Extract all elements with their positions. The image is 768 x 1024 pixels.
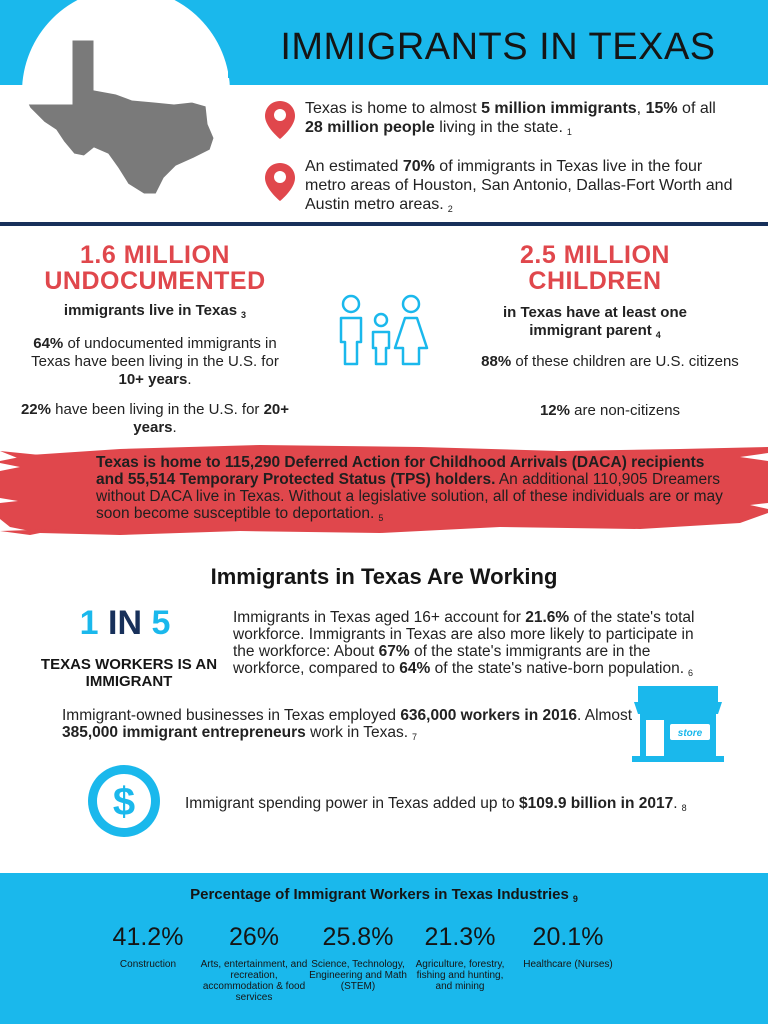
text-segment: , xyxy=(636,100,646,117)
text-segment: 88% xyxy=(481,353,512,370)
industry-value: 20.1% xyxy=(532,923,604,951)
text-segment: have been living in the U.S. for xyxy=(50,401,264,418)
industry-label: Healthcare (Nurses) xyxy=(523,959,613,970)
one-in-five-stat xyxy=(40,604,210,643)
workforce-paragraph xyxy=(233,609,703,682)
footnote-5: 5 xyxy=(378,513,384,523)
industry-label: Agriculture, forestry, fishing and hunting, and mining xyxy=(415,959,505,992)
industry-value: 25.8% xyxy=(322,923,394,951)
footnote-4: 4 xyxy=(655,330,661,340)
text-segment: 22% xyxy=(20,401,51,418)
industry-label: Science, Technology, Engineering and Math (STEM) xyxy=(309,959,407,992)
text-segment: 20+ years xyxy=(133,401,290,436)
text-segment: of undocumented immigrants in Texas have been living in the U.S. for xyxy=(31,335,279,370)
dollar-icon xyxy=(86,763,162,839)
undocumented-headline: 1.6 MILLION UNDOCUMENTED xyxy=(44,241,266,295)
text-segment: 10+ years xyxy=(118,371,188,388)
industry-value: 21.3% xyxy=(424,923,496,951)
footnote-3: 3 xyxy=(241,310,247,320)
industry-label: Arts, entertainment, and recreation, accommodation & food services xyxy=(200,959,308,1003)
business-paragraph xyxy=(62,707,642,746)
text-segment: Immigrants in Texas aged 16+ account for xyxy=(233,609,526,626)
undocumented-stat-20-years xyxy=(20,401,290,437)
children-subline-text: in Texas have at least one immigrant parent xyxy=(503,304,687,339)
daca-statement xyxy=(96,454,736,527)
text-segment: 5 million immigrants xyxy=(481,100,637,117)
footnote-9: 9 xyxy=(572,894,578,904)
industry-value: 41.2% xyxy=(112,923,184,951)
text-segment: An additional 110,905 Dreamers without DACA live in Texas. Without a legislative solution, all of these individuals are or may soon become susceptible to deportation. xyxy=(96,471,723,522)
industry-stat-arts xyxy=(196,920,312,1003)
location-pin-icon xyxy=(264,162,296,202)
text-segment: Texas is home to 115,290 Deferred Action for Childhood Arrivals (DACA) recipients and 55,514 Temporary Protected Status (TPS) holders. xyxy=(96,454,705,488)
undocumented-stat-years xyxy=(20,335,290,389)
text-segment: of the state's immigrants are in the workforce, compared to xyxy=(233,643,651,677)
text-segment: Immigrant spending power in Texas added up to xyxy=(185,795,520,812)
one-in-five-in: IN xyxy=(108,604,142,642)
undocumented-subline-text: immigrants live in Texas xyxy=(63,302,238,319)
family-icon xyxy=(335,292,435,368)
text-segment: living in the state. xyxy=(434,119,563,136)
text-segment: 64% xyxy=(33,335,64,352)
children-citizens-stat xyxy=(480,353,740,371)
text-segment: of the state's total workforce. Immigrants in Texas are also more likely to participate in the workforce: About xyxy=(233,609,695,660)
text-segment: 15% xyxy=(645,100,678,117)
fact-metro-areas xyxy=(305,157,745,219)
text-segment: . xyxy=(673,795,678,812)
store-icon xyxy=(628,686,728,762)
text-segment: 64% xyxy=(399,660,431,677)
text-segment: Immigrant-owned businesses in Texas employed xyxy=(62,707,401,724)
industry-stat-healthcare xyxy=(510,920,626,970)
text-segment: of the state's native-born population. xyxy=(430,660,685,677)
children-headline: 2.5 MILLION CHILDREN xyxy=(520,241,670,295)
text-segment: are non-citizens xyxy=(569,402,681,419)
industry-stat-agriculture xyxy=(410,920,510,992)
footnote-7: 7 xyxy=(412,732,418,742)
children-subline xyxy=(490,304,700,344)
text-segment: $109.9 billion in 2017 xyxy=(519,795,674,812)
industry-stat-stem xyxy=(308,920,408,992)
footnote-2: 2 xyxy=(447,204,453,214)
text-segment: of these children are U.S. citizens xyxy=(511,353,739,370)
spending-paragraph xyxy=(185,794,745,818)
text-segment: work in Texas. xyxy=(305,724,409,741)
text-segment: . xyxy=(187,371,192,388)
text-segment: 385,000 immigrant entrepreneurs xyxy=(62,724,306,741)
location-pin-icon xyxy=(264,100,296,140)
texas-map-icon xyxy=(24,38,224,198)
section-divider xyxy=(0,222,768,226)
text-segment: . xyxy=(172,419,177,436)
text-segment: of all xyxy=(677,100,716,117)
footnote-1: 1 xyxy=(566,127,572,137)
text-segment: 28 million people xyxy=(305,119,435,136)
footnote-8: 8 xyxy=(681,803,687,813)
fact-population xyxy=(305,99,735,142)
text-segment: of immigrants in Texas live in the four metro areas of Houston, San Antonio, Dallas-Fort Worth and Austin metro areas. xyxy=(305,158,733,213)
text-segment: 12% xyxy=(539,402,570,419)
footnote-6: 6 xyxy=(688,668,694,678)
text-segment: 70% xyxy=(402,158,435,175)
text-segment: An estimated xyxy=(305,158,403,175)
one-in-five-caption: TEXAS WORKERS IS AN IMMIGRANT xyxy=(40,656,218,690)
industries-title-text: Percentage of Immigrant Workers in Texas Industries xyxy=(190,886,569,903)
industry-stat-construction xyxy=(98,920,198,970)
children-noncitizens-stat xyxy=(480,402,740,420)
one-in-five-five: 5 xyxy=(151,604,171,642)
page-title: IMMIGRANTS IN TEXAS xyxy=(228,16,768,78)
undocumented-subline xyxy=(20,302,290,324)
text-segment: 21.6% xyxy=(525,609,570,626)
store-sign-text: store xyxy=(677,728,703,739)
industry-value: 26% xyxy=(228,923,280,951)
industries-title xyxy=(0,886,720,904)
text-segment: 67% xyxy=(378,643,410,660)
text-segment: . Almost xyxy=(576,707,633,724)
working-section-title: Immigrants in Texas Are Working xyxy=(210,564,558,589)
text-segment: 636,000 workers in 2016 xyxy=(400,707,577,724)
dollar-symbol: $ xyxy=(112,780,136,824)
text-segment: Texas is home to almost xyxy=(305,100,482,117)
industry-label: Construction xyxy=(119,959,177,970)
one-in-five-one: 1 xyxy=(79,604,99,642)
